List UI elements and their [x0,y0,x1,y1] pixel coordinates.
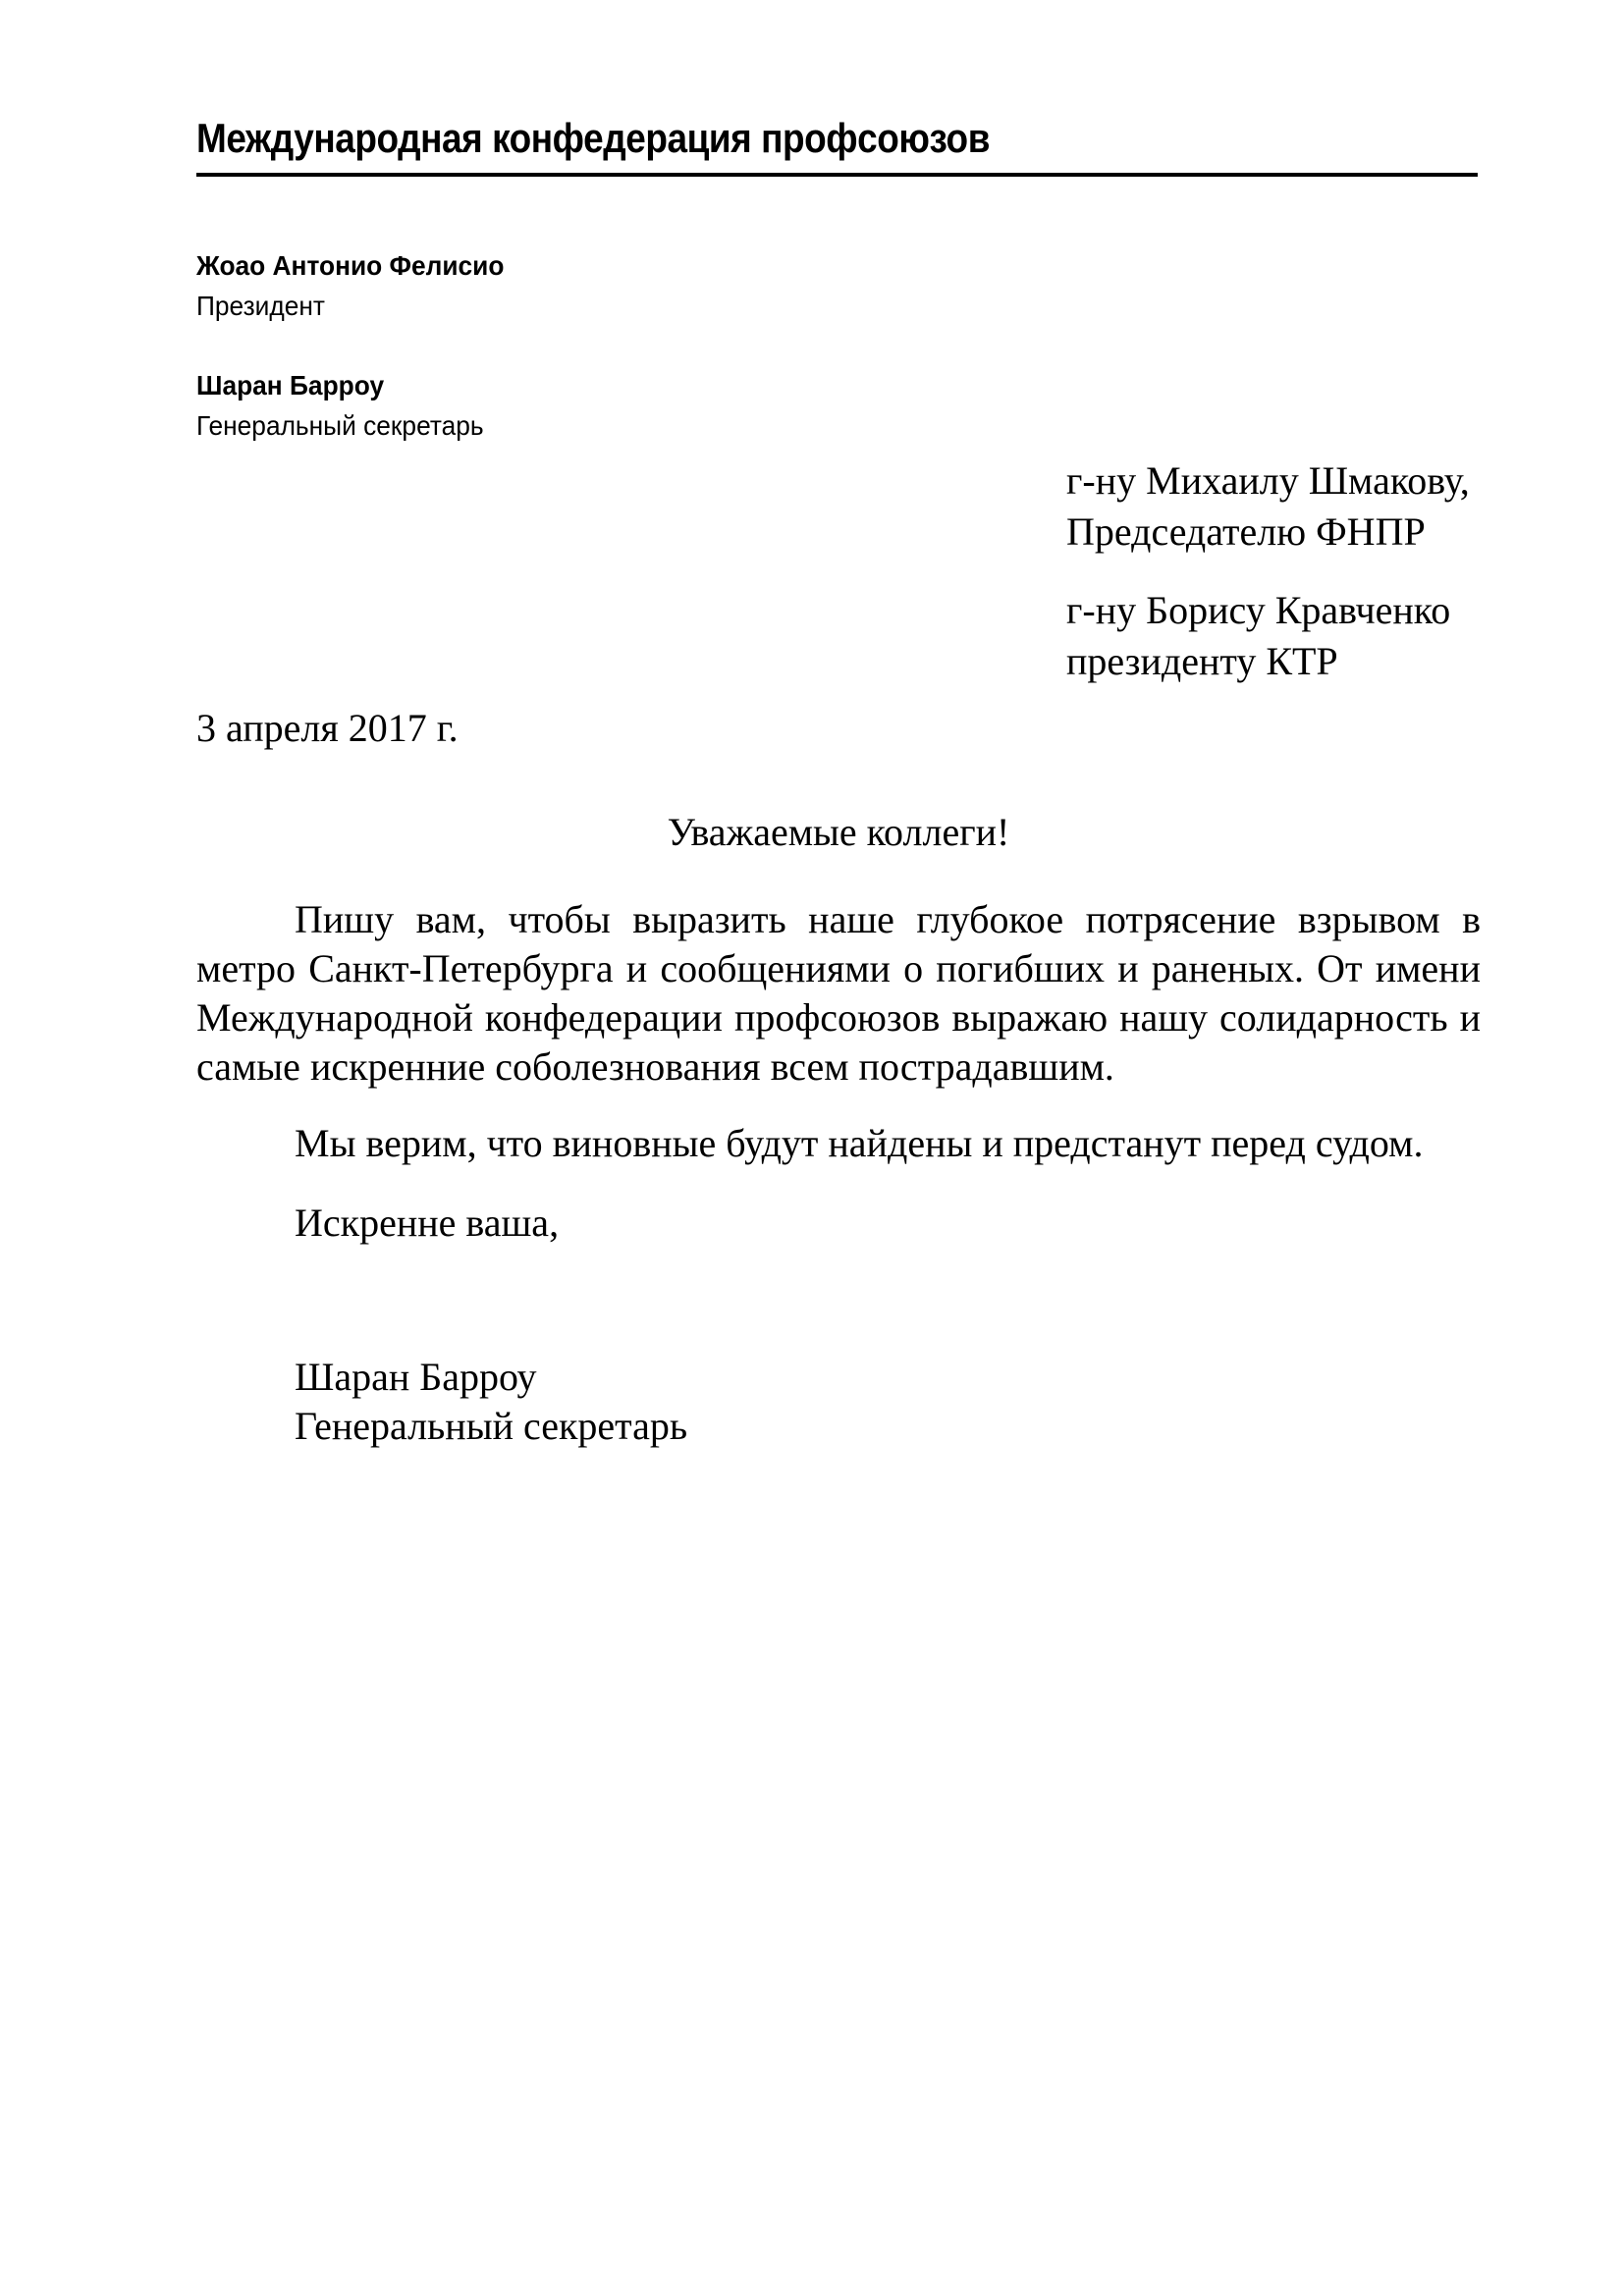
sender-gap [196,326,1478,365]
recipient-gap [1066,558,1525,585]
sender-president-title: Президент [196,291,325,321]
closing-phrase: Искренне ваша, [295,1201,560,1245]
body-paragraph-2: Мы верим, что виновные будут найдены и предстанут перед судом. [295,1121,1424,1165]
signature-block [295,1353,1481,1451]
letterhead [196,116,1478,177]
signature-name: Шаран Барроу [295,1355,537,1399]
body-paragraph-1: Пишу вам, чтобы выразить наше глубокое потрясение взрывом в метро Санкт-Петербурга и сообщениями о погибших и раненых. От имени Международной конфедерации профсоюзов выражаю нашу солидарность и самые искренние соболезнования всем пострадавшим. [196,897,1481,1089]
sender-president-name: Жоао Антонио Фелисио [196,250,505,281]
recipient-1-name: г-ну Михаилу Шмакову, [1066,458,1470,503]
recipient-2-title: президенту КТР [1066,639,1338,683]
recipient-block [1066,455,1525,687]
recipient-2-name: г-ну Борису Кравченко [1066,588,1451,632]
recipient-1-title: Председателю ФНПР [1066,509,1426,554]
signature-title: Генеральный секретарь [295,1404,688,1448]
organization-title: Международная конфедерация профсоюзов [196,115,990,161]
sender-secretary-name: Шаран Барроу [196,370,385,400]
sender-secretary-title: Генеральный секретарь [196,410,484,441]
sender-block [196,245,1478,446]
salutation: Уважаемые коллеги! [667,810,1010,854]
letter-date: 3 апреля 2017 г. [196,706,459,750]
